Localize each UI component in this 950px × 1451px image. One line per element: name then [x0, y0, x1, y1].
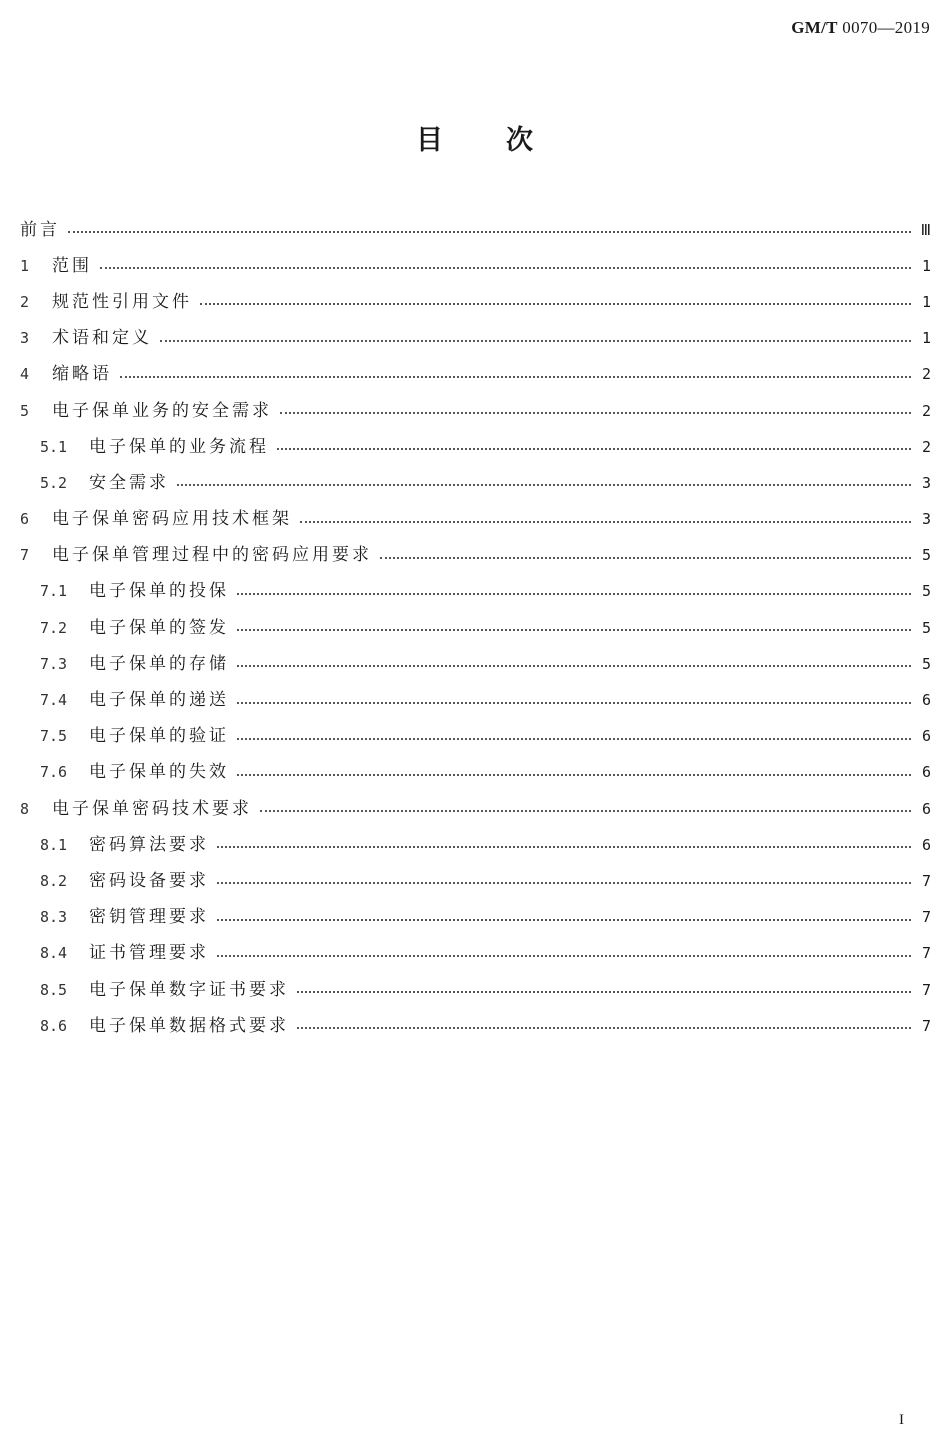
- toc-entry-label: 电子保单业务的安全需求: [52, 400, 272, 421]
- standard-number: 0070—2019: [842, 18, 930, 37]
- toc-entry-number: 7.4: [40, 691, 68, 710]
- toc-entry-label: 电子保单的签发: [89, 617, 229, 638]
- dot-leader: [217, 955, 911, 957]
- toc-entry[interactable]: [20, 646, 931, 682]
- toc-entry-number: 7.2: [40, 618, 68, 637]
- toc-entry-label: 电子保单的存储: [89, 653, 229, 674]
- dot-leader: [237, 702, 911, 704]
- toc-entry-page: 5: [921, 654, 931, 673]
- toc-entry[interactable]: [20, 429, 931, 465]
- toc-entry[interactable]: [20, 610, 931, 646]
- standard-prefix: GM/T: [791, 18, 838, 37]
- toc-entry[interactable]: [20, 574, 931, 610]
- toc-entry-number: 7.6: [40, 763, 68, 782]
- title-char-2: 次: [506, 125, 534, 156]
- toc-entry-label: 前言: [20, 219, 60, 240]
- toc-entry-number: 7: [20, 546, 30, 565]
- toc-entry-number: 5.2: [40, 473, 68, 492]
- toc-entry[interactable]: [20, 682, 931, 718]
- dot-leader: [237, 665, 911, 667]
- toc-entry[interactable]: [20, 791, 931, 827]
- dot-leader: [297, 991, 911, 993]
- dot-leader: [100, 267, 911, 269]
- toc-entry-label: 电子保单的验证: [89, 726, 229, 747]
- toc-entry[interactable]: [20, 502, 931, 538]
- toc-entry-number: 1: [20, 256, 30, 275]
- toc-entry[interactable]: [20, 212, 931, 248]
- toc-entry[interactable]: [20, 538, 931, 574]
- dot-leader: [160, 340, 911, 342]
- toc-entry-label: 安全需求: [89, 472, 169, 493]
- dot-leader: [217, 846, 911, 848]
- toc-entry-label: 电子保单的业务流程: [89, 436, 269, 457]
- toc-entry[interactable]: [20, 755, 931, 791]
- toc-entry-label: 证书管理要求: [89, 943, 209, 964]
- toc-entry-page: 7: [921, 980, 931, 999]
- dot-leader: [217, 882, 911, 884]
- table-of-contents: [20, 212, 931, 1044]
- toc-entry-page: 3: [921, 510, 931, 529]
- toc-entry[interactable]: [20, 719, 931, 755]
- toc-entry-page: 1: [921, 292, 931, 311]
- toc-entry[interactable]: [20, 936, 931, 972]
- toc-entry-label: 术语和定义: [52, 328, 152, 349]
- toc-entry-label: 密钥管理要求: [89, 907, 209, 928]
- toc-entry-page: 7: [921, 871, 931, 890]
- toc-entry-number: 8.5: [40, 980, 68, 999]
- toc-entry-label: 规范性引用文件: [52, 291, 192, 312]
- toc-entry-page: 2: [921, 401, 931, 420]
- toc-entry-page: 2: [921, 365, 931, 384]
- toc-entry-label: 电子保单管理过程中的密码应用要求: [52, 545, 372, 566]
- toc-entry-label: 缩略语: [52, 364, 112, 385]
- dot-leader: [237, 629, 911, 631]
- toc-entry-number: 4: [20, 365, 30, 384]
- toc-entry-page: 7: [921, 1016, 931, 1035]
- toc-entry-page: 6: [921, 763, 931, 782]
- toc-entry-label: 电子保单密码技术要求: [52, 798, 252, 819]
- toc-entry-number: 8.4: [40, 944, 68, 963]
- toc-entry[interactable]: [20, 900, 931, 936]
- dot-leader: [280, 412, 911, 414]
- toc-entry-page: 7: [921, 908, 931, 927]
- toc-entry[interactable]: [20, 863, 931, 899]
- toc-entry-number: 6: [20, 510, 30, 529]
- dot-leader: [300, 521, 911, 523]
- toc-entry-number: 8.2: [40, 871, 68, 890]
- title-char-1: 目: [416, 125, 444, 156]
- toc-entry-number: 7.5: [40, 727, 68, 746]
- toc-entry-number: 5: [20, 401, 30, 420]
- dot-leader: [380, 557, 911, 559]
- toc-entry-number: 7.3: [40, 654, 68, 673]
- toc-entry[interactable]: [20, 284, 931, 320]
- dot-leader: [217, 919, 911, 921]
- toc-entry-label: 范围: [52, 255, 92, 276]
- dot-leader: [120, 376, 911, 378]
- toc-entry-page: 3: [921, 473, 931, 492]
- toc-entry-label: 密码算法要求: [89, 834, 209, 855]
- toc-entry-number: 8.6: [40, 1016, 68, 1035]
- toc-entry-label: 电子保单数字证书要求: [89, 979, 289, 1000]
- dot-leader: [237, 593, 911, 595]
- toc-entry-page: 5: [921, 618, 931, 637]
- page-title: [0, 118, 950, 157]
- toc-entry[interactable]: [20, 827, 931, 863]
- toc-entry-page: 1: [921, 329, 931, 348]
- toc-entry-page: 2: [921, 437, 931, 456]
- page-folio: I: [899, 1412, 904, 1428]
- toc-entry-page: 6: [921, 799, 931, 818]
- toc-entry-label: 密码设备要求: [89, 870, 209, 891]
- toc-entry-page: 5: [921, 582, 931, 601]
- toc-entry[interactable]: [20, 393, 931, 429]
- toc-entry-number: 5.1: [40, 437, 68, 456]
- toc-entry[interactable]: [20, 321, 931, 357]
- toc-entry-page: 7: [921, 944, 931, 963]
- toc-entry-page: 6: [921, 691, 931, 710]
- toc-entry-number: 3: [20, 329, 30, 348]
- toc-entry-label: 电子保单的递送: [89, 690, 229, 711]
- toc-entry-label: 电子保单的失效: [89, 762, 229, 783]
- toc-entry-number: 8.1: [40, 835, 68, 854]
- toc-entry[interactable]: [20, 248, 931, 284]
- dot-leader: [237, 774, 911, 776]
- toc-entry-page: Ⅲ: [920, 220, 931, 239]
- dot-leader: [200, 303, 911, 305]
- dot-leader: [237, 738, 911, 740]
- toc-entry-page: 6: [921, 727, 931, 746]
- dot-leader: [68, 231, 911, 233]
- dot-leader: [297, 1027, 911, 1029]
- toc-entry-page: 5: [921, 546, 931, 565]
- toc-entry-number: 8: [20, 799, 30, 818]
- toc-entry[interactable]: [20, 1008, 931, 1044]
- toc-entry-page: 6: [921, 835, 931, 854]
- toc-entry-number: 7.1: [40, 582, 68, 601]
- toc-entry-page: 1: [921, 256, 931, 275]
- toc-entry-label: 电子保单数据格式要求: [89, 1015, 289, 1036]
- toc-entry-number: 2: [20, 292, 30, 311]
- toc-entry[interactable]: [20, 465, 931, 501]
- standard-code: [791, 18, 930, 38]
- toc-entry-number: 8.3: [40, 908, 68, 927]
- toc-entry[interactable]: [20, 972, 931, 1008]
- dot-leader: [277, 448, 911, 450]
- toc-entry-label: 电子保单密码应用技术框架: [52, 509, 292, 530]
- dot-leader: [177, 484, 911, 486]
- dot-leader: [260, 810, 911, 812]
- toc-entry-label: 电子保单的投保: [89, 581, 229, 602]
- toc-entry[interactable]: [20, 357, 931, 393]
